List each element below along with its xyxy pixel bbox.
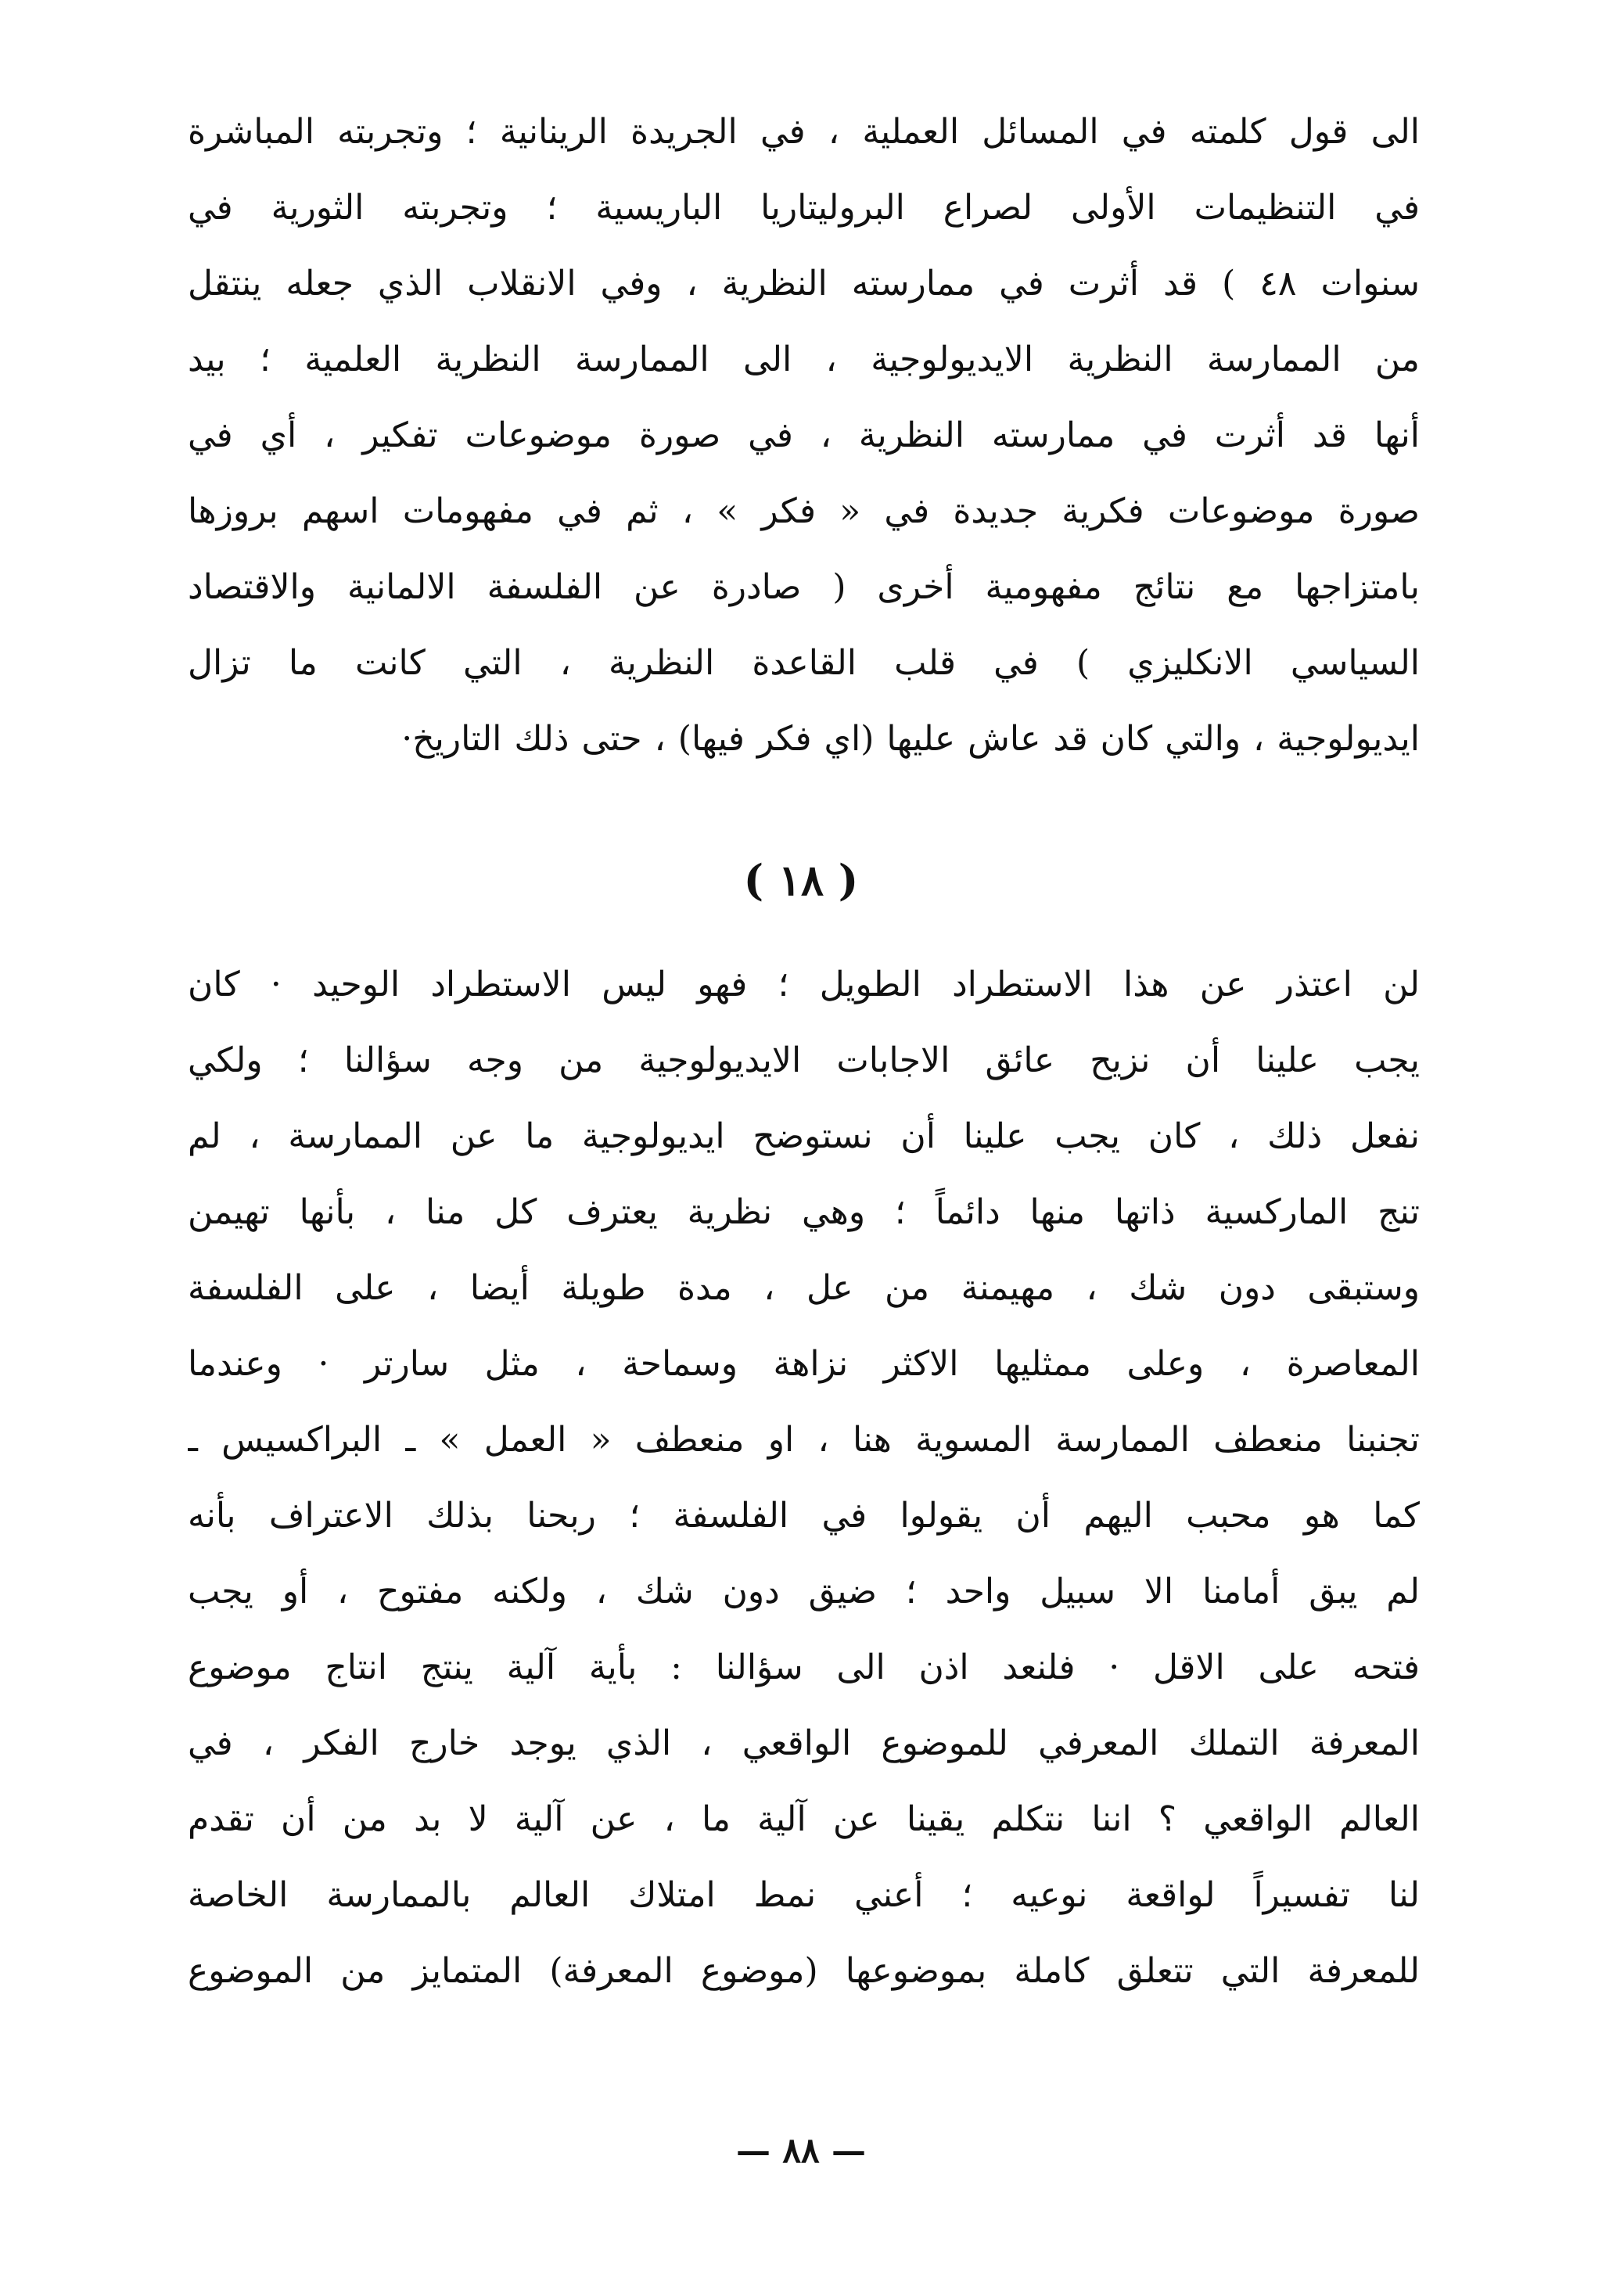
section-number: ( ١٨ ) bbox=[743, 855, 859, 905]
paragraph-line: لم يبق أمامنا الا سبيل واحد ؛ ضيق دون شك ، ولكنه مفتوح ، أو يجب bbox=[188, 1572, 1420, 1612]
paragraph-line: تجنبنا منعطف الممارسة المسوية هنا ، او منعطف « العمل » ـ البراكسيس ـ bbox=[188, 1420, 1420, 1460]
paragraph-line: لن اعتذر عن هذا الاستطراد الطويل ؛ فهو ليس الاستطراد الوحيد · كان bbox=[188, 965, 1420, 1004]
paragraph-line: صورة موضوعات فكرية جديدة في « فكر » ، ثم في مفهومات اسهم بروزها bbox=[188, 491, 1420, 531]
paragraph-line: من الممارسة النظرية الايديولوجية ، الى الممارسة النظرية العلمية ؛ بيد bbox=[188, 340, 1420, 379]
paragraph-line: يجب علينا أن نزيح عائق الاجابات الايديولوجية من وجه سؤالنا ؛ ولكي bbox=[188, 1040, 1420, 1080]
paragraph-line: فتحه على الاقل · فلنعد اذن الى سؤالنا : بأية آلية ينتج انتاج موضوع bbox=[188, 1647, 1420, 1687]
paragraph-line: المعاصرة ، وعلى ممثليها الاكثر نزاهة وسماحة ، مثل سارتر · وعندما bbox=[188, 1344, 1420, 1384]
paragraph-line: وستبقى دون شك ، مهيمنة من عل ، مدة طويلة أيضا ، على الفلسفة bbox=[188, 1268, 1420, 1308]
paragraph-line: نفعل ذلك ، كان يجب علينا أن نستوضح ايديولوجية ما عن الممارسة ، لم bbox=[188, 1116, 1420, 1156]
paragraph-line: كما هو محبب اليهم أن يقولوا في الفلسفة ؛ ربحنا بذلك الاعتراف بأنه bbox=[188, 1496, 1420, 1536]
page-number: — ٨٨ — bbox=[736, 2131, 866, 2171]
paragraph-line: السياسي الانكليزي ) في قلب القاعدة النظرية ، التي كانت ما تزال bbox=[188, 643, 1420, 683]
paragraph-line: أنها قد أثرت في ممارسته النظرية ، في صورة موضوعات تفكير ، أي في bbox=[188, 415, 1420, 455]
paragraph-line: بامتزاجها مع نتائج مفهومية أخرى ( صادرة عن الفلسفة الالمانية والاقتصاد bbox=[188, 567, 1420, 607]
paragraph-line: ايديولوجية ، والتي كان قد عاش عليها (اي فكر فيها) ، حتى ذلك التاريخ· bbox=[401, 719, 1420, 759]
paragraph-line: الى قول كلمته في المسائل العملية ، في الجريدة الرينانية ؛ وتجربته المباشرة bbox=[188, 112, 1420, 152]
paragraph-line: سنوات ٤٨ ) قد أثرت في ممارسته النظرية ، وفي الانقلاب الذي جعله ينتقل bbox=[188, 264, 1420, 304]
paragraph-1 bbox=[188, 94, 1420, 777]
paragraph-line: العالم الواقعي ؟ اننا نتكلم يقينا عن آلية ما ، عن آلية لا بد من أن تقدم bbox=[188, 1799, 1420, 1839]
paragraph-line: في التنظيمات الأولى لصراع البروليتاريا الباريسية ؛ وتجربته الثورية في bbox=[188, 188, 1420, 228]
paragraph-line: المعرفة التملك المعرفي للموضوع الواقعي ، الذي يوجد خارج الفكر ، في bbox=[188, 1723, 1420, 1763]
paragraph-line: لنا تفسيراً لواقعة نوعيه ؛ أعني نمط امتلاك العالم بالممارسة الخاصة bbox=[188, 1875, 1420, 1915]
paragraph-line: للمعرفة التي تتعلق كاملة بموضوعها (موضوع المعرفة) المتمايز من الموضوع bbox=[188, 1951, 1420, 1991]
paragraph-line: تنج الماركسية ذاتها منها دائماً ؛ وهي نظرية يعترف كل منا ، بأنها تهيمن bbox=[188, 1192, 1420, 1232]
paragraph-2 bbox=[188, 947, 1420, 2009]
